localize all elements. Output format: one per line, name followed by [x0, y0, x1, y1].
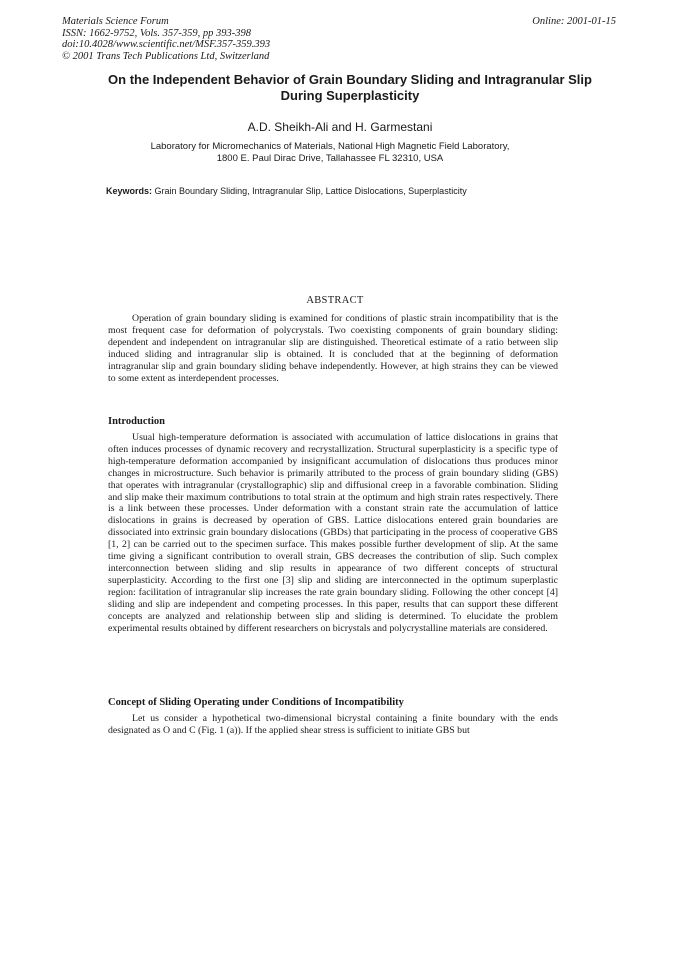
- author-affiliation: [100, 141, 560, 165]
- issn-line: ISSN: 1662-9752, Vols. 357-359, pp 393-398: [62, 27, 251, 39]
- introduction-heading: Introduction: [108, 416, 165, 427]
- online-date: Online: 2001-01-15: [532, 16, 616, 27]
- introduction-paragraph: Usual high-temperature deformation is associated with accumulation of lattice dislocations in grains that often induces processes of dynamic recovery and recrystallization. Structural superplasticity is a specific type of high-temperature deformation accompanied by insignificant accumulation of dislocations thus produces minor changes in microstructure. Such behavior is primarily attributed to the process of grain boundary sliding (GBS) that operates with intragranular (crystallographic) slip and diffusional creep in a favorable combination. Sliding and slip make their maximum contributions to total strain at the optimum and high strain rates respectively. There is a link between these processes. Under deformation with a constant strain rate the accumulation of lattice dislocations in grains is decreased by operation of GBS. Lattice dislocations entered grain boundaries are dissociated into extrinsic grain boundary dislocations (GBDs) that participating in the process of cooperative GBS [1, 2] can be carried out to the specimen surface. This makes possible further development of slip. At the same time giving a significant contribution to overall strain, GBS decreases the contribution of slip. Such complex interconnection between sliding and slip results in appearance of two different concepts of structural superplasticity. According to the first one [3] slip and sliding are interconnected in the optimum superplastic region: facilitation of intragranular slip increases the rate grain boundary sliding. Following the other concept [4] sliding and slip are independent and competing processes. In this paper, results that can support these different concepts are analyzed and relationship between slip and sliding is determined. To elucidate the problem experimental results obtained by different researchers on bicrystals and polycrystalline materials are considered.: [108, 432, 558, 634]
- keywords-label: Keywords:: [106, 186, 153, 196]
- affiliation-line-1: Laboratory for Micromechanics of Materials, National High Magnetic Field Laboratory,: [150, 141, 510, 152]
- abstract-heading: ABSTRACT: [306, 295, 364, 306]
- paper-authors: A.D. Sheikh-Ali and H. Garmestani: [247, 120, 433, 134]
- abstract-body: [108, 313, 558, 384]
- concept-heading: Concept of Sliding Operating under Conditions of Incompatibility: [108, 697, 404, 708]
- keywords-text: Grain Boundary Sliding, Intragranular Slip, Lattice Dislocations, Superplasticity: [154, 186, 467, 196]
- publication-info: [62, 16, 270, 62]
- abstract-paragraph: Operation of grain boundary sliding is examined for conditions of plastic strain incompatibility that is the most frequent case for deformation of polycrystals. Two coexisting components of grain boundary sliding: dependent and independent on intragranular slip are distinguished. Theoretical estimate of a ratio between slip induced sliding and intragranular slip is obtained. It is concluded that at the beginning of deformation intragranular slip and grain boundary sliding behave independently. However, at high strains they can be viewed to some extent as interdependent processes.: [108, 313, 558, 384]
- concept-paragraph: Let us consider a hypothetical two-dimensional bicrystal containing a finite boundary with the ends designated as O and C (Fig. 1 (a)). If the applied shear stress is sufficient to initiate GBS but: [108, 713, 558, 736]
- keywords: [106, 186, 566, 196]
- introduction-body: [108, 432, 558, 634]
- affiliation-line-2: 1800 E. Paul Dirac Drive, Tallahassee FL 32310, USA: [216, 153, 444, 164]
- concept-body: [108, 713, 558, 737]
- journal-name: Materials Science Forum: [62, 16, 169, 27]
- paper-title: On the Independent Behavior of Grain Boundary Sliding and Intragranular Slip During Superplasticity: [108, 72, 592, 103]
- doi-line[interactable]: doi:10.4028/www.scientific.net/MSF.357-359.393: [62, 39, 271, 50]
- copyright-line: © 2001 Trans Tech Publications Ltd, Switzerland: [62, 50, 270, 62]
